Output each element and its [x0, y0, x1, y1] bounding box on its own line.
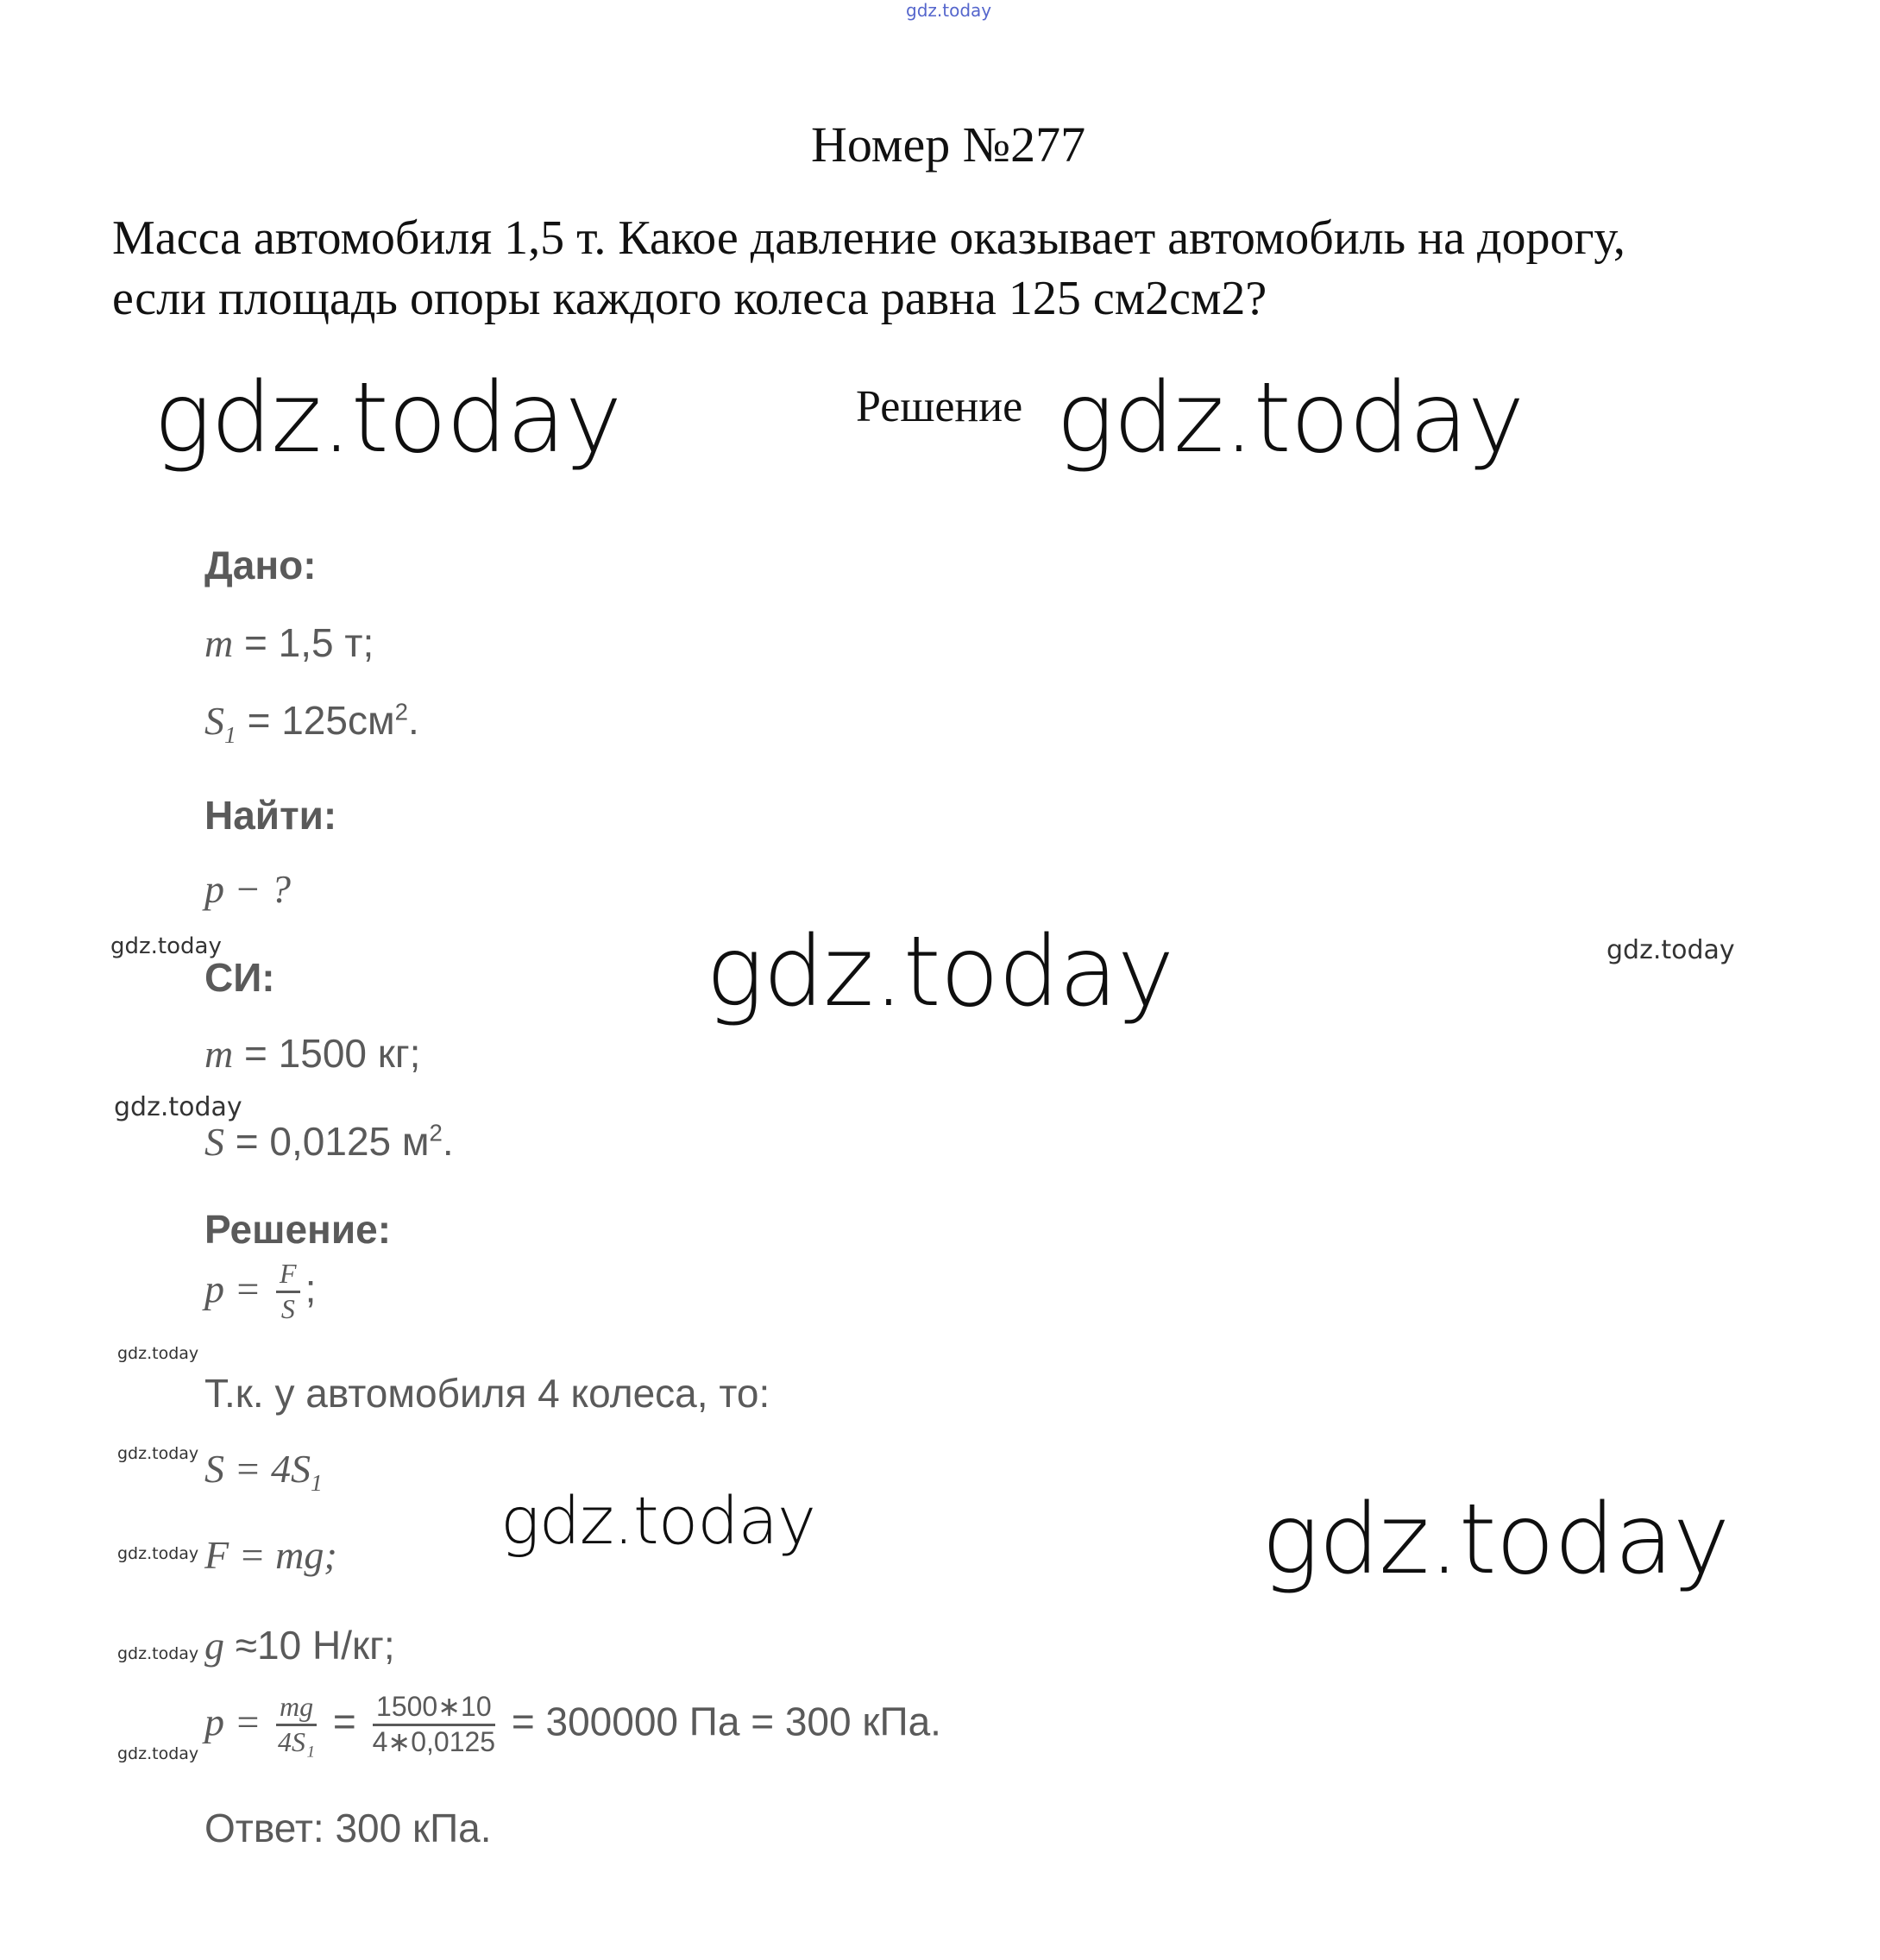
watermark-small: gdz.today — [117, 1544, 199, 1563]
formula-force: F = mg; — [204, 1533, 337, 1577]
si-mass — [204, 1030, 420, 1077]
watermark-small: gdz.today — [117, 1644, 199, 1663]
wheels-text: Т.к. у автомобиля 4 колеса, то: — [204, 1371, 770, 1416]
watermark-small: gdz.today — [1606, 935, 1735, 965]
fraction-mg-4s — [276, 1693, 317, 1756]
watermark-small: gdz.today — [110, 933, 222, 959]
area-value: = 125см — [236, 698, 395, 743]
si-area-variable: S — [204, 1120, 224, 1164]
fraction-denominator: 4∗0,0125 — [372, 1725, 496, 1757]
mass-value: = 1,5 т; — [233, 620, 374, 665]
fraction-denominator: 4S₁ — [278, 1725, 316, 1757]
formula-total-area — [204, 1446, 323, 1497]
mass-variable: m — [204, 621, 234, 665]
watermark-large: gdz.today — [1056, 362, 1525, 474]
answer: Ответ: 300 кПа. — [204, 1806, 492, 1850]
area-end: . — [407, 698, 419, 743]
fraction-numerator: mg — [276, 1693, 317, 1726]
formula-pressure — [204, 1260, 316, 1323]
given-mass — [204, 619, 374, 666]
fraction-denominator: S — [280, 1292, 295, 1324]
watermark-small: gdz.today — [114, 1092, 242, 1122]
solution-heading: Решение — [856, 382, 1023, 431]
si-area — [204, 1118, 454, 1165]
fraction-numerator: 1500∗10 — [373, 1693, 495, 1726]
given-label: Дано: — [204, 543, 317, 587]
watermark-large: gdz.today — [706, 916, 1174, 1028]
find-text: p − ? — [204, 867, 292, 911]
watermark-small: gdz.today — [117, 1344, 199, 1363]
formula-total-area-subscript: 1 — [311, 1469, 323, 1497]
area-variable: S — [204, 699, 224, 743]
gravity-value: ≈10 Н/кг; — [224, 1623, 395, 1668]
formula-gravity — [204, 1622, 395, 1668]
given-area — [204, 697, 419, 749]
watermark-large: gdz.today — [154, 362, 622, 474]
formula-result-lhs: p = — [204, 1699, 272, 1744]
area-exponent: 2 — [394, 698, 408, 726]
formula-pressure-end: ; — [305, 1266, 317, 1311]
si-area-exponent: 2 — [429, 1119, 443, 1146]
si-mass-variable: m — [204, 1032, 234, 1076]
watermark-small: gdz.today — [117, 1744, 199, 1763]
si-mass-value: = 1500 кг; — [233, 1031, 421, 1076]
si-area-value: = 0,0125 м — [224, 1119, 430, 1164]
page-title: Номер №277 — [811, 116, 1086, 173]
watermark-large: gdz.today — [1261, 1484, 1730, 1596]
formula-result — [204, 1693, 941, 1756]
watermark-small: gdz.today — [117, 1444, 199, 1463]
gravity-variable: g — [204, 1624, 224, 1668]
formula-pressure-lhs: p = — [204, 1266, 272, 1311]
fraction-force-area — [276, 1260, 300, 1323]
problem-line-2: если площадь опоры каждого колеса равна 125 см2см2? — [112, 272, 1267, 325]
fraction-numbers — [373, 1693, 495, 1756]
formula-total-area-text: S = 4S — [204, 1447, 311, 1491]
fraction-numerator: F — [276, 1260, 300, 1293]
problem-line-1: Масса автомобиля 1,5 т. Какое давление оказывает автомобиль на дорогу, — [112, 211, 1625, 265]
watermark-medium: gdz.today — [500, 1482, 815, 1559]
si-area-end: . — [442, 1119, 454, 1164]
find-label: Найти: — [204, 793, 337, 838]
top-watermark: gdz.today — [906, 0, 992, 21]
formula-result-value: = 300000 Па = 300 кПа. — [500, 1699, 941, 1744]
formula-result-equals: = — [322, 1699, 368, 1744]
area-subscript: 1 — [224, 721, 236, 749]
solution-label: Решение: — [204, 1207, 392, 1252]
si-label: СИ: — [204, 955, 275, 1000]
